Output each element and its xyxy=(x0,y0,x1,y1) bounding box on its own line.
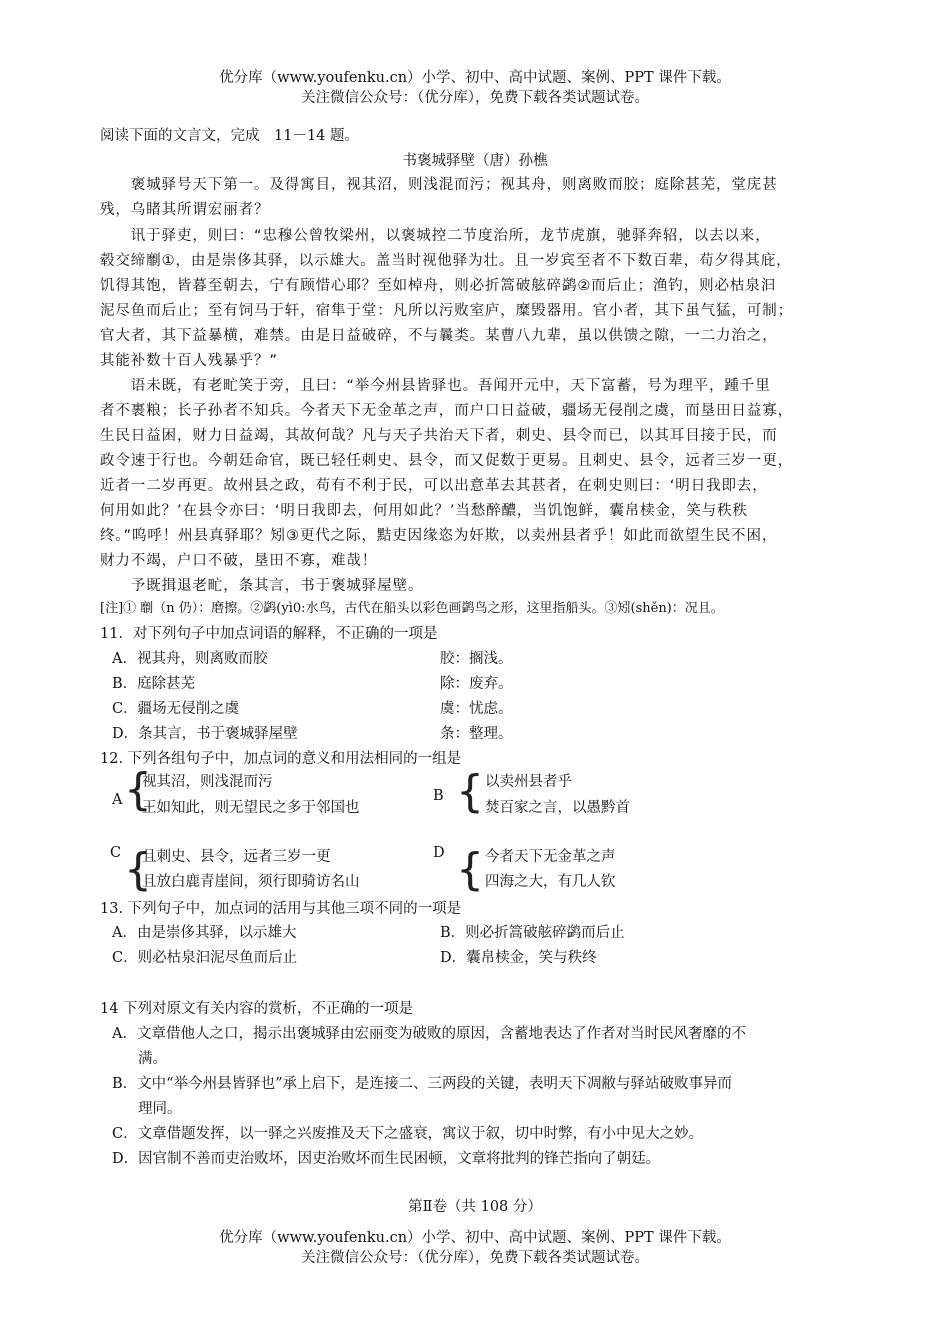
q12-b-line2: 焚百家之言，以愚黔首 xyxy=(485,800,630,816)
passage-line: 讯于驿吏，则曰：“忠穆公曾牧梁州，以褒城控二节度治所，龙节虎旗，驰驿奔轺，以去以来， xyxy=(100,228,771,244)
section-title: 第Ⅱ卷（共 108 分） xyxy=(408,1199,542,1215)
q12-d-line2: 四海之大，有几人钦 xyxy=(485,874,616,890)
brace-icon: { xyxy=(124,844,152,895)
q11-option-a: A．视其舟，则离败而胶 xyxy=(112,651,268,667)
q12-d-line1: 今者天下无金革之声 xyxy=(485,849,616,865)
passage-line: 财力不竭，户口不破，垦田不寡，难哉！ xyxy=(100,553,378,569)
q11-option-a-gloss: 胶：搁浅。 xyxy=(440,651,513,667)
q13-stem: 13. 下列句子中，加点词的活用与其他三项不同的一项是 xyxy=(100,901,462,917)
q12-a-line2: 王如知此，则无望民之多于邻国也 xyxy=(142,800,360,816)
passage-line: 何用如此？’在县令亦曰：‘明日我即去，何用如此？’当愁醉醲，当饥饱鲜，囊帛椟金，笑与秩秩 xyxy=(100,503,748,519)
q12-stem: 12. 下列各组句子中，加点词的意义和用法相同的一组是 xyxy=(100,751,462,767)
q11-option-c-gloss: 虞：忧虑。 xyxy=(440,701,513,717)
q11-stem: 11．对下列句子中加点词语的解释，不正确的一项是 xyxy=(100,626,438,642)
passage-line: 政令速于行也。今朝廷命官，既已轻任刺史、县令，而又促数于更易。且刺史、县令，远者三岁一更， xyxy=(100,453,793,469)
header-line-2: 关注微信公众号：（优分库），免费下载各类试题试卷。 xyxy=(301,90,649,106)
footer-line-1: 优分库（www.youfenku.cn）小学、初中、高中试题、案例、PPT 课件下载。 xyxy=(219,1230,731,1246)
q11-option-b: B．庭除甚芜 xyxy=(112,676,196,692)
q11-option-c: C．疆场无侵削之虞 xyxy=(112,701,240,717)
q11-option-b-gloss: 除：废弃。 xyxy=(440,676,513,692)
passage-title: 书褒城驿壁（唐）孙樵 xyxy=(402,153,548,169)
q14-option-c: C．文章借题发挥，以一驿之兴废推及天下之盛衰，寓议于叙，切中时弊，有小中见大之妙。 xyxy=(112,1126,704,1142)
passage-line: 残，乌睹其所谓宏丽者？ xyxy=(100,202,270,218)
q11-option-d: D．条其言，书于褒城驿屋壁 xyxy=(112,726,298,742)
q12-label-c: C xyxy=(110,845,122,861)
footer-line-2: 关注微信公众号：（优分库），免费下载各类试题试卷。 xyxy=(301,1250,649,1266)
q12-c-line1: 且刺史、县令，远者三岁一更 xyxy=(142,849,331,865)
q12-label-d: D xyxy=(433,845,445,861)
passage-line: 饥得其饱，皆暮至朝去，宁有顾惜心耶？至如棹舟，则必折篙破舷碎鹢②而后止；渔钓，则必枯泉汩 xyxy=(100,278,777,294)
q12-label-a: A xyxy=(112,792,123,808)
q14-stem: 14 下列对原文有关内容的赏析，不正确的一项是 xyxy=(100,1001,414,1017)
q13-option-c: C．则必枯泉汩泥尽鱼而后止 xyxy=(112,950,298,966)
brace-icon: { xyxy=(456,844,484,895)
brace-icon: { xyxy=(124,764,152,815)
reading-intro: 阅读下面的文言文，完成 11－14 题。 xyxy=(100,128,360,144)
passage-line: 近者一二岁再更。故州县之政，苟有不利于民，可以出意革去其甚者，在刺史则曰：‘明日我即去， xyxy=(100,478,768,494)
passage-line: 予既揖退老甿，条其言，书于褒城驿屋壁。 xyxy=(100,578,424,594)
passage-line: 者不裹粮；长子孙者不知兵。今者天下无金革之声，而户口日益破，疆场无侵削之虞，而垦田日益寡， xyxy=(100,403,793,419)
passage-line: 语未既，有老甿笑于旁，且曰：“举今州县皆驿也。吾闻开元中，天下富蓄，号为理平，踵千里 xyxy=(100,378,771,394)
brace-icon: { xyxy=(456,766,484,817)
q13-option-a: A．由是崇侈其驿，以示雄大 xyxy=(112,925,297,941)
q14-option-a: A．文章借他人之口，揭示出褒城驿由宏丽变为破败的原因，含蓄地表达了作者对当时民风奢靡的不 xyxy=(112,1026,746,1042)
q14-option-a-cont: 满。 xyxy=(138,1051,167,1067)
q12-b-line1: 以卖州县者乎 xyxy=(485,774,572,790)
header-line-1: 优分库（www.youfenku.cn）小学、初中、高中试题、案例、PPT 课件下载。 xyxy=(219,70,731,86)
q14-option-d: D．因官制不善而吏治败坏，因吏治败坏而生民困顿，文章将批判的锋芒指向了朝廷。 xyxy=(112,1151,661,1167)
q14-option-b-cont: 理同。 xyxy=(138,1101,182,1117)
passage-line: 泥尽鱼而后止；至有饲马于轩，宿隼于堂：凡所以污败室庐，糜毁器用。官小者，其下虽气猛，可制； xyxy=(100,303,793,319)
passage-line: 毂交缔劘①，由是崇侈其驿，以示雄大。盖当时视他驿为壮。且一岁宾至者不下数百辈，苟夕得其庇， xyxy=(100,253,792,269)
q13-option-b: B．则必折篙破舷碎鹢而后止 xyxy=(440,925,625,941)
q12-c-line2: 且放白鹿青崖间，须行即骑访名山 xyxy=(142,874,360,890)
passage-line: 生民日益困，财力日益竭，其故何哉？凡与天子共治天下者，刺史、县令而已，以其耳目接于民，而 xyxy=(100,428,778,444)
q13-option-d: D．囊帛椟金，笑与秩终 xyxy=(440,950,597,966)
passage-line: 其能补数十百人残暴乎？” xyxy=(100,353,278,369)
q14-option-b: B．文中“举今州县皆驿也”承上启下，是连接二、三两段的关键，表明天下凋敝与驿站破败事异而 xyxy=(112,1076,732,1092)
q11-option-d-gloss: 条：整理。 xyxy=(440,726,513,742)
q12-label-b: B xyxy=(433,788,444,804)
passage-line: 终。”呜呼！州县真驿耶？矧③更代之际，黠吏因缘恣为奸欺，以卖州县者乎！如此而欲望生民不困， xyxy=(100,528,778,544)
q12-a-line1: 视其沼，则浅混而污 xyxy=(142,774,273,790)
footnote: [注]① 劘（n 仍）：磨擦。②鹢(yì0:水鸟，古代在船头以彩色画鹢鸟之形，这里指船头。③矧(shěn)：况且。 xyxy=(100,601,724,616)
passage-line: 褒城驿号天下第一。及得寓目，视其沼，则浅混而污；视其舟，则离败而胶；庭除甚芜，堂庑甚 xyxy=(100,177,778,193)
passage-line: 官大者，其下益暴横，难禁。由是日益破碎，不与曩类。某曹八九辈，虽以供馈之隙，一二力治之， xyxy=(100,328,778,344)
